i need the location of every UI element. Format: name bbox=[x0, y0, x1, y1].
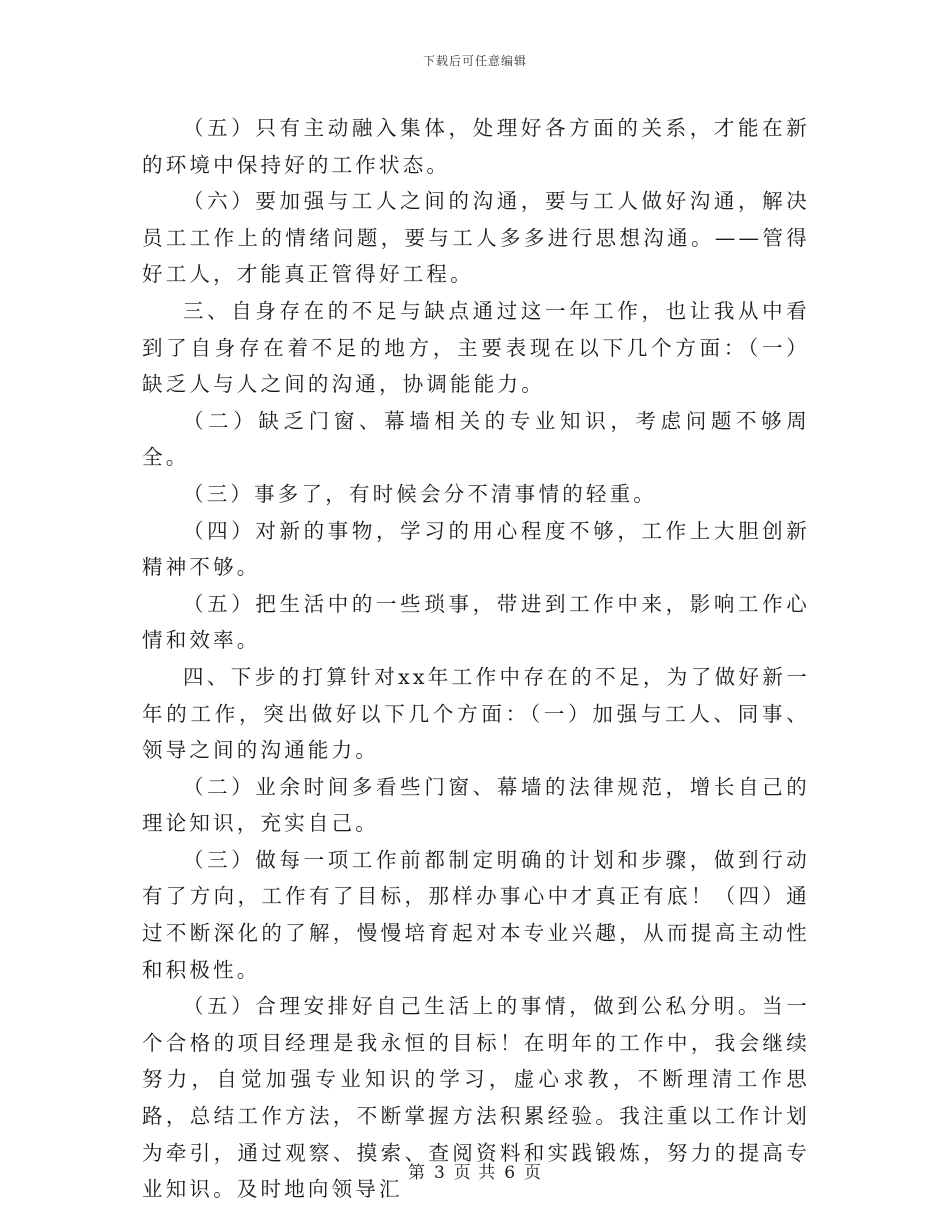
paragraph: （四）对新的事物，学习的用心程度不够，工作上大胆创新精神不够。 bbox=[142, 518, 810, 580]
paragraph: 三、自身存在的不足与缺点通过这一年工作，也让我从中看到了自身存在着不足的地方，主要表现在以下几个方面：（一）缺乏人与人之间的沟通，协调能能力。 bbox=[142, 298, 810, 397]
paragraph: （二）业余时间多看些门窗、幕墙的法律规范，增长自己的理论知识，充实自己。 bbox=[142, 774, 810, 836]
paragraph: （五）把生活中的一些琐事，带进到工作中来，影响工作心情和效率。 bbox=[142, 591, 810, 653]
page-footer bbox=[0, 1158, 950, 1183]
paragraph: 四、下步的打算针对xx年工作中存在的不足，为了做好新一年的工作，突出做好以下几个方面：（一）加强与工人、同事、领导之间的沟通能力。 bbox=[142, 664, 810, 763]
paragraph: （二）缺乏门窗、幕墙相关的专业知识，考虑问题不够周全。 bbox=[142, 408, 810, 470]
footer-prefix: 第 bbox=[407, 1163, 426, 1183]
total-pages-number: 6 bbox=[504, 1163, 517, 1183]
paragraph: （三）做每一项工作前都制定明确的计划和步骤，做到行动有了方向，工作有了目标，那样办事心中才真正有底！（四）通过不断深化的了解，慢慢培育起对本专业兴趣，从而提高主动性和积极性。 bbox=[142, 847, 810, 982]
footer-middle: 页 共 bbox=[453, 1163, 497, 1183]
paragraph: （三）事多了，有时候会分不清事情的轻重。 bbox=[183, 481, 657, 506]
paragraph: （五）只有主动融入集体，处理好各方面的关系，才能在新的环境中保持好的工作状态。 bbox=[142, 116, 810, 177]
paragraph: （五）合理安排好自己生活上的事情，做到公私分明。当一个合格的项目经理是我永恒的目标！在明年的工作中，我会继续努力，自觉加强专业知识的学习，虚心求教，不断理清工作思路，总结工作方法，不断掌握方法积累经验。我注重以工作计划为牵引，通过观察、摸索、查阅资料和实践锻炼，努力的提高专业知识。及时地向领导汇 bbox=[142, 994, 810, 1202]
paragraph: （六）要加强与工人之间的沟通，要与工人做好沟通，解决员工工作上的情绪问题，要与工人多多进行思想沟通。——管得好工人，才能真正管得好工程。 bbox=[142, 189, 810, 287]
page-header: 下载后可任意编辑 bbox=[422, 54, 527, 68]
document-body bbox=[142, 110, 810, 1208]
current-page-number: 3 bbox=[433, 1163, 446, 1183]
footer-suffix: 页 bbox=[524, 1163, 543, 1183]
